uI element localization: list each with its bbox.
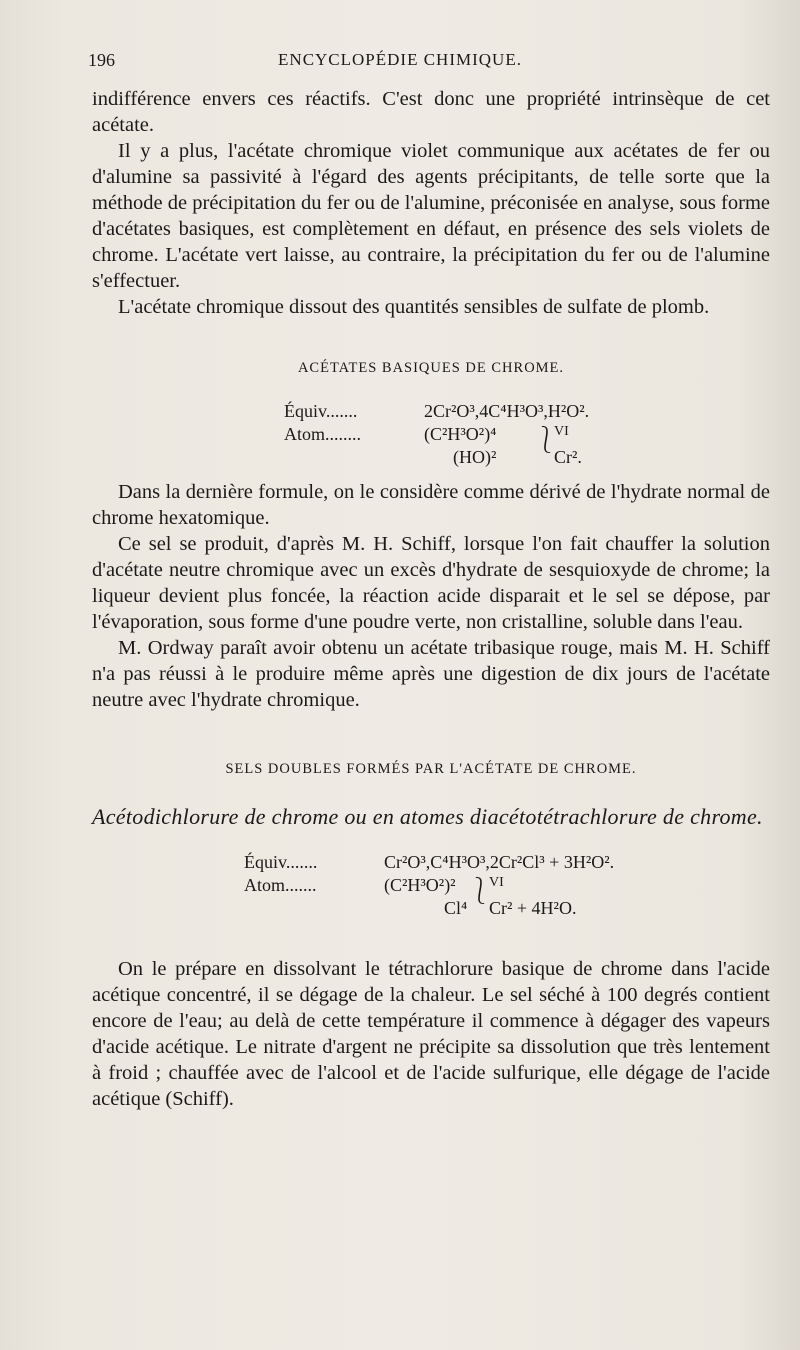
- formula-equiv-value: 2Cr²O³,4C⁴H³O³,H²O².: [424, 401, 590, 421]
- paragraph-3: L'acétate chromique dissout des quantités sensibles de sulfate de plomb.: [118, 296, 710, 318]
- paragraph-5: Ce sel se produit, d'après M. H. Schiff, lorsque l'on fait chauffer la solution d'acétate neutre chromique avec un excès d'hydrate de sesquioxyde de chrome; la liqueur devient plus foncée, la réaction acide disparait et le sel se dépose, par l'évaporation, sous forme d'une poudre verte, non cristalline, soluble dans l'eau.: [92, 533, 770, 633]
- page-content: [92, 86, 770, 1112]
- paragraph-7: On le prépare en dissolvant le tétrachlorure basique de chrome dans l'acide acétique concentré, il se dégage de la chaleur. Le sel séché à 100 degrés contient encore de l'eau; au delà de cette température il commence à dégager des vapeurs d'acide acétique. Le nitrate d'argent ne précipite sa dissolution que très lentement à froid ; chauffée avec de l'alcool et de l'acide sulfurique, elle dégage de l'acide acétique (Schiff).: [92, 958, 770, 1110]
- section-heading-double-salts: SELS DOUBLES FORMÉS PAR L'ACÉTATE DE CHROME.: [225, 761, 637, 777]
- formula-brace: ⎱: [469, 876, 492, 906]
- formula-brace: ⎱: [535, 425, 558, 455]
- formula-equiv-label: Équiv.......: [284, 401, 358, 421]
- paragraph-2: Il y a plus, l'acétate chromique violet communique aux acétates de fer ou d'alumine sa passivité à l'égard des agents précipitants, de telle sorte que la méthode de précipitation du fer ou de l'alumine, préconisée en analyse, sous forme d'acétates basiques, est complètement en défaut, en présence des sels violets de chrome. L'acétate vert laisse, au contraire, la précipitation du fer ou de l'alumine s'effectuer.: [92, 140, 770, 292]
- formula-equiv-value: Cr²O³,C⁴H³O³,2Cr²Cl³ + 3H²O².: [384, 852, 615, 872]
- formula-atomicity: VI: [554, 424, 569, 439]
- running-title: ENCYCLOPÉDIE CHIMIQUE.: [278, 50, 522, 69]
- compound-title: Acétodichlorure de chrome ou en atomes diacétotétrachlorure de chrome.: [92, 804, 763, 829]
- formula-chromium: Cr².: [554, 447, 582, 467]
- formula-acetodichloride: [92, 852, 770, 920]
- formula-atom-line-1: (C²H³O²)²: [384, 875, 456, 895]
- page-header: [0, 50, 800, 76]
- formula-atomicity: VI: [489, 875, 504, 890]
- formula-equiv-label: Équiv.......: [244, 852, 318, 872]
- page-number: 196: [88, 50, 115, 70]
- formula-basic-acetates: [92, 401, 770, 469]
- formula-chromium: Cr² + 4H²O.: [489, 898, 577, 918]
- paragraph-1: indifférence envers ces réactifs. C'est donc une propriété intrinsèque de cet acétate.: [92, 88, 770, 136]
- paragraph-6: M. Ordway paraît avoir obtenu un acétate tribasique rouge, mais M. H. Schiff n'a pas réussi à le produire même après une digestion de dix jours de l'acétate neutre avec l'hydrate chromique.: [92, 637, 770, 711]
- formula-atom-line-2: Cl⁴: [444, 898, 468, 918]
- formula-atom-label: Atom........: [284, 424, 362, 444]
- section-heading-basic-acetates: ACÉTATES BASIQUES DE CHROME.: [297, 360, 565, 376]
- formula-atom-line-1: (C²H³O²)⁴: [424, 424, 497, 444]
- formula-atom-label: Atom.......: [244, 875, 317, 895]
- formula-atom-line-2: (HO)²: [453, 447, 497, 467]
- paragraph-4: Dans la dernière formule, on le considère comme dérivé de l'hydrate normal de chrome hexatomique.: [92, 481, 770, 529]
